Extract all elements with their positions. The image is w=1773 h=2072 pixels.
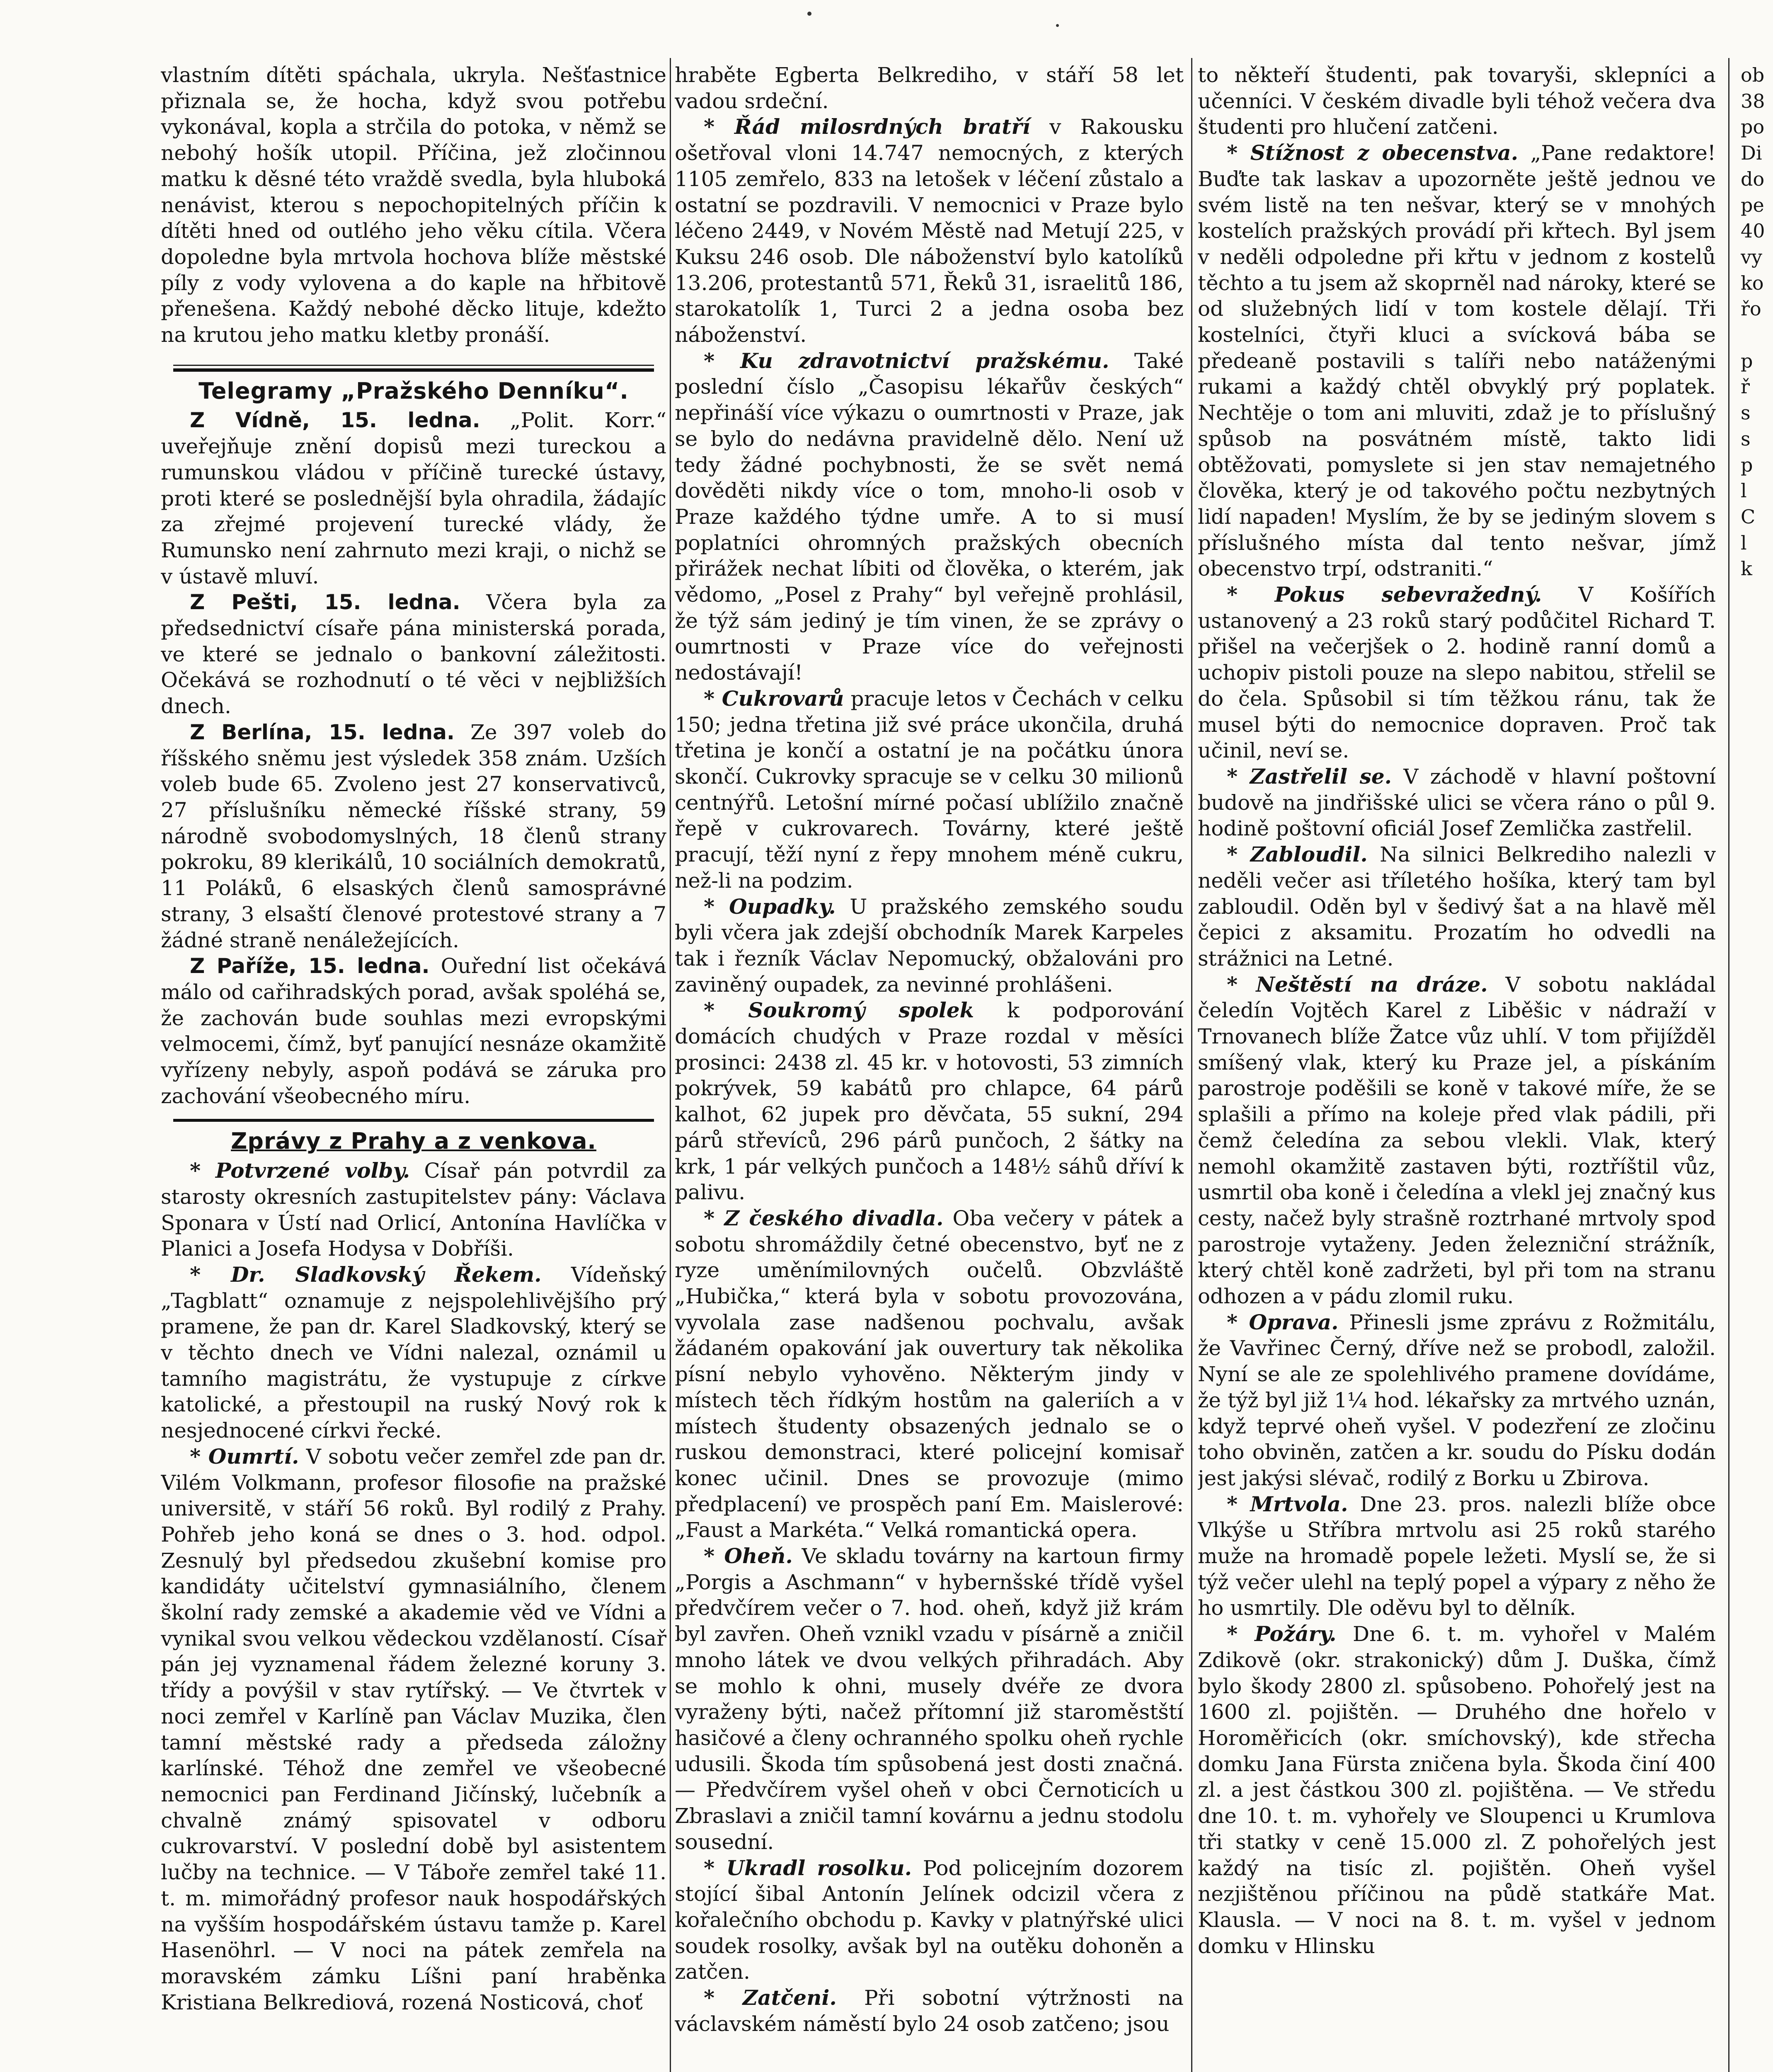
- news-text: Oba večery v pátek a sobotu shromáždily četné obecenstvo, byť ne z ryze uměnímilovných oučelů. Obzvláště „Hubička,“ která byla v sobotu provozována, vyvolala zase nadšenou pochvalu, avšak žádaném opakování jak ouvertury tak několika písní nebylo vyhověno. Některým jindy v místech těch řídkým hostům na galeriích a v místech študenty obsazených jednalo se o ruskou demonstraci, které policejní komisař konec učinil. Dnes se provozuje (mimo předplacení) ve prospěch paní Em. Maislerové: „Faust a Markéta.“ Velká romantická opera.: [675, 1206, 1184, 1542]
- news-item: [1198, 972, 1716, 1310]
- news-item: [675, 1855, 1184, 1985]
- news-title: * Soukromý spolek: [704, 998, 974, 1023]
- column-divider: [670, 58, 671, 2072]
- news-text: „Pane redaktore! Buďte tak laskav a upozorněte ještě jednou ve svém listě na ten nešvar, který se v mnohých kostelích pražských provádí při křtech. Byl jsem v neděli odpoledne při křtu v jednom z kostelů těchto a tu jsem až skoprněl nad nároky, které se od služebných lidí v tom kostele dělají. Tři kostelníci, čtyři kluci a svícková bába se předeaně postavili s talíři nebo natáženými rukami a každý chtěl obvyklý prý poplatek. Nechtěje o tom ani mluviti, zdaž je to příslušný spůsob na posvátném místě, takto lidi obtěžovati, pomyslete si jen stav nemajetného člověka, který je od takového počtu nezbytných lidí napaden! Myslím, že by se jediným slovem s příslušného místa dal tento nešvar, jímž obecenstvo trpí, odstraniti.“: [1198, 141, 1716, 581]
- cropped-line-fragment: ř: [1741, 375, 1750, 398]
- telegram-item: [161, 719, 666, 953]
- column-3: [1198, 62, 1716, 2072]
- news-text: U pražského zemského soudu byli včera jak zdejší obchodník Marek Karpeles tak i řezník Václav Nepomucký, obžalováni pro zaviněný oupadek, za nevinné prohlášeni.: [675, 894, 1184, 997]
- cropped-line-fragment: po: [1741, 116, 1765, 138]
- cropped-line-fragment: k: [1741, 557, 1752, 580]
- news-text: Na silnici Belkrediho nalezli v neděli večer asi tříletého hošíka, který tam byl zabloudil. Oděn byl v šedivý šat a na hlavě měl čepici z aksamitu. Prozatím ho odvedli na strážnici na Letné.: [1198, 842, 1716, 971]
- news-item: [1198, 582, 1716, 764]
- news-text: Dne 6. t. m. vyhořel v Malém Zdikově (okr. strakonický) dům J. Duška, čímž bylo škody 2800 zl. spůsobeno. Pohořelý jest na 1600 zl. pojištěn. — Druhého dne hořelo v Horoměřicích (okr. smíchovský), kde střecha domku Jana Fürsta zničena byla. Škoda činí 400 zl. a jest částkou 300 zl. pojištěna. — Ve středu dne 10. t. m. vyhořely ve Sloupenci u Krumlova tři statky v ceně 15.000 zl. Z pohořelých jest každý na tisíc zl. pojištěn. Oheň vyšel nezjištěnou příčinou na půdě statkáře Mat. Klausla. — V noci na 8. t. m. vyšel v jednom domku v Hlinsku: [1198, 1622, 1716, 1958]
- news-title: * Zastřelil se.: [1227, 764, 1392, 789]
- telegram-text: „Polit. Korr.“ uveřejňuje znění dopisů mezi tureckou a rumunskou vládou v příčině turecké ústavy, proti které se poslednější byla ohradila, žádajíc za zřejmé projevení turecké vlády, že Rumunsko není zahrnuto mezi kraji, o nichž se v ústavě mluví.: [161, 408, 666, 588]
- news-item: [1198, 764, 1716, 842]
- cropped-line-fragment: l: [1741, 479, 1747, 502]
- news-title: * Požáry.: [1227, 1622, 1337, 1646]
- news-title: * Ku zdravotnictví pražskému.: [704, 348, 1109, 373]
- article-continuation: to někteří študenti, pak tovaryši, sklepníci a učenníci. V českém divadle byli téhož večera dva študenti pro hlučení zatčeni.: [1198, 63, 1716, 139]
- cropped-line-fragment: vy: [1741, 245, 1762, 268]
- cropped-line-fragment: C: [1741, 505, 1756, 528]
- column-1: [161, 62, 666, 2072]
- news-text: Při sobotní výtržnosti na václavském náměstí bylo 24 osob zatčeno; jsou: [675, 1986, 1184, 2036]
- news-title: * Potvrzené volby.: [190, 1158, 410, 1183]
- telegram-place: Z Pešti, 15. ledna.: [190, 590, 460, 615]
- news-text: pracuje letos v Čechách v celku 150; jedna třetina již své práce ukončila, druhá třetina je končí a ostatní je na počátku února skončí. Cukrovky spracuje se v celku 30 milionů centnýřů. Letošní mírné počasí ublížilo značně řepě v cukrovarech. Továrny, které ještě pracují, těží nyní z řepy mnohem méně cukru, než-li na podzim.: [675, 686, 1184, 893]
- news-heading: Zprávy z Prahy a z venkova.: [231, 1128, 596, 1155]
- print-speck: [1056, 24, 1059, 27]
- news-text: V Košířích ustanovený a 23 roků starý podůčitel Richard T. přišel na večerjšek o 2. hodině ranní domů a uchopiv pistoli pouze na slepo nabitou, střelil se do čela. Spůsobil si tím těžkou ránu, tak že musel býti do nemocnice dopraven. Proč tak učinil, neví se.: [1198, 583, 1716, 763]
- cropped-line-fragment: s: [1741, 402, 1751, 424]
- news-title: * Zabloudil.: [1227, 842, 1368, 867]
- telegram-item: [161, 589, 666, 719]
- column-2: [675, 62, 1184, 2072]
- section-rule: [173, 1119, 654, 1122]
- news-item: [161, 1262, 666, 1444]
- news-item: [1198, 1621, 1716, 1959]
- news-item: [161, 1444, 666, 2015]
- news-title: * Neštěstí na dráze.: [1227, 972, 1488, 997]
- cropped-line-fragment: do: [1741, 167, 1765, 190]
- cropped-line-fragment: Di: [1741, 142, 1762, 165]
- news-text: Císař pán potvrdil za starosty okresních zastupitelstev pány: Václava Sponara v Ústí nad Orlicí, Antonína Havlíčka v Planici a Josefa Hodysa v Dobříši.: [161, 1159, 666, 1261]
- news-item: [675, 686, 1184, 894]
- news-item: [1198, 1491, 1716, 1622]
- news-title: * Z českého divadla.: [704, 1205, 944, 1230]
- telegram-item: [161, 407, 666, 589]
- cropped-line-fragment: 38: [1741, 90, 1765, 112]
- column-divider: [1728, 58, 1729, 2072]
- news-title: * Dr. Sladkovský Řekem.: [190, 1262, 542, 1287]
- news-item: [1198, 1310, 1716, 1491]
- news-text: V sobotu večer zemřel zde pan dr. Vilém Volkmann, profesor filosofie na pražské universitě, v stáří 56 roků. Byl rodilý z Prahy. Pohřeb jeho koná se dnes o 3. hod. odpol. Zesnulý byl předsedou zkušební komise pro kandidáty učitelství gymnasiálního, členem školní rady zemské a akademie věd ve Vídni a vynikal svou velkou vědeckou vzdělaností. Císař pán jej vyznamenal řádem železné koruny 3. třídy a povýšil v stav rytířský. — Ve čtvrtek v noci zemřel v Karlíně pan Václav Muzika, člen tamní městské rady a předseda záložny karlínské. Téhož dne zemřel ve všeobecné nemocnici pan Ferdinand Jičínský, lučebník a chvalně známý spisovatel v odboru cukrovarství. V poslední době byl asistentem lučby na technice. — V Táboře zemřel také 11. t. m. mimořádný profesor nauk hospodářských na vyšším hospodářském ústavu tamže p. Karel Hasenöhrl. — V noci na pátek zemřela na moravském zámku Líšni paní hraběnka Kristiana Belkrediová, rozená Nosticová, choť: [161, 1444, 666, 2014]
- cropped-line-fragment: p: [1741, 349, 1753, 372]
- cropped-line-fragment: s: [1741, 427, 1751, 450]
- news-title: * Cukrovarů: [704, 686, 844, 711]
- cropped-line-fragment: [1741, 322, 1773, 348]
- news-text: Přinesli jsme zprávu z Rožmitálu, že Vavřinec Černý, dříve než se probodl, založil. Nyní se ale ze spolehlivého pramene dovídáme, že týž byl již 1¼ hod. lékařsky za mrtvého uznán, když teprvé oheň vyšel. V podezření ze zločinu toho obviněn, zatčen a kr. soudu do Písku dodán jest jakýsi slévač, rodilý z Borku u Zbirova.: [1198, 1310, 1716, 1490]
- news-text: Dne 23. pros. nalezli blíže obce Vlkýše u Stříbra mrtvolu asi 25 roků starého muže na hromadě popele ležeti. Myslí se, že si týž večer ulehl na teplý popel a výpary z něho že ho usmrtily. Dle oděvu byl to dělník.: [1198, 1492, 1716, 1620]
- news-item: [675, 1985, 1184, 2037]
- news-item: [161, 1158, 666, 1262]
- telegram-heading: Telegramy „Pražského Denníku“.: [199, 378, 629, 404]
- news-item: [675, 114, 1184, 348]
- print-speck: [807, 12, 811, 16]
- news-item: [1198, 842, 1716, 972]
- telegram-text: Včera byla za předsednictví císaře pána ministerská porada, ve které se jednalo o bankovní záležitosti. Očekává se rozhodnutí o té věci v nejbližších dnech.: [161, 590, 666, 719]
- news-item: [675, 1543, 1184, 1855]
- telegram-place: Z Berlína, 15. ledna.: [190, 720, 455, 744]
- news-title: * Oheň.: [704, 1544, 793, 1569]
- news-title: * Řád milosrdných bratří: [704, 114, 1030, 139]
- news-text: V záchodě v hlavní poštovní budově na jindřišské ulici se včera ráno o půl 9. hodině poštovní oficiál Josef Zemlička zastřelil.: [1198, 764, 1716, 841]
- news-title: * Pokus sebevražedný.: [1227, 582, 1542, 607]
- cropped-line-fragment: l: [1741, 531, 1747, 554]
- news-title: * Oprava.: [1227, 1310, 1339, 1334]
- cropped-line-fragment: pe: [1741, 194, 1764, 216]
- news-item: [1198, 140, 1716, 582]
- telegram-text: Ouřední list očekává málo od cařihradských porad, avšak spoléhá se, že zachován bude souhlas mezi evropskými velmocemi, čímž, byť panující nesnáze okamžitě vyřízeny nebyly, aspoň podává se záruka pro zachování všeobecného míru.: [161, 954, 666, 1108]
- section-rule: [173, 365, 654, 372]
- news-text: Ve skladu továrny na kartoun firmy „Porgis a Aschmann“ v hybernšské třídě vyšel předvčírem večer o 7. hod. oheň, když již krám byl zavřen. Oheň vznikl vzadu v písárně a zničil mnoho látek ve dvou velkých přihradách. Aby se mohlo k ohni, musely dvéře ze dvora vyraženy býti, načež přítomní již staroměstští hasičové a členy ochranného spolku oheň rychle udusili. Škoda tím spůsobená jest dosti značná. — Předvčírem vyšel oheň v obci Černoticích u Zbraslavi a zničil tamní kovárnu a jednu stodolu sousední.: [675, 1544, 1184, 1854]
- column-4-cropped: [1741, 62, 1773, 2072]
- news-text: Pod policejním dozorem stojící šibal Antonín Jelínek odcizil včera z kořalečního obchodu p. Kavky v platnýřské ulici soudek rosolky, avšak byl na outěku dohoněn a zatčen.: [675, 1856, 1184, 1984]
- news-text: Také poslední číslo „Časopisu lékařův českých“ nepřináší více výkazu o oumrtnosti v Praze, jak se bylo do nedávna pravidelně dělo. Není už tedy žádné pochybnosti, že se svět nemá dověděti nikdy více o tom, mnoho-li osob v Praze každého týdne umře. A to si musí poplatníci ohromných pražských obecních přirážek nechat líbiti od člověka, o kterém, jak vědomo, „Posel z Prahy“ byl veřejně prohlásil, že týž sám jediný je tím vinen, že se zprávy o oumrtnosti v Praze více do veřejnosti nedostávají!: [675, 349, 1184, 685]
- news-text: v Rakousku ošetřoval vloni 14.747 nemocných, z kterých 1105 zemřelo, 833 na letošek v léčení zůstalo a ostatní se pozdravili. V nemocnici v Praze bylo léčeno 2449, v Novém Městě nad Metují 225, v Kuksu 246 osob. Dle náboženství bylo katolíků 13.206, protestantů 571, Řeků 31, israelitů 186, starokatolík 1, Turci 2 a jedna osoba bez náboženství.: [675, 115, 1184, 347]
- news-item: [675, 894, 1184, 998]
- telegram-place: Z Paříže, 15. ledna.: [190, 954, 430, 978]
- cropped-line-fragment: 40: [1741, 220, 1765, 242]
- news-text: Vídeňský „Tagblatt“ oznamuje z nejspolehlivějšího prý pramene, že pan dr. Karel Sladkovský, který se v těchto dnech ve Vídni nalezal, oznámil u tamního magistrátu, že vystupuje z církve katolické, a přestoupil na ruský Nový rok k nesjednocené církvi řecké.: [161, 1262, 666, 1443]
- news-title: * Mrtvola.: [1227, 1491, 1348, 1516]
- news-text: k podporování domácích chudých v Praze rozdal v měsíci prosinci: 2438 zl. 45 kr. v hotovosti, 53 zimních pokrývek, 59 kabátů pro chlapce, 64 párů kalhot, 62 jupek pro děvčata, 55 sukní, 294 párů střevíců, 296 párů punčoch, 2 šátky na krk, 1 pár velkých punčoch a 148½ sáhů dříví k palivu.: [675, 998, 1184, 1205]
- telegram-place: Z Vídně, 15. ledna.: [190, 408, 480, 433]
- telegram-text: Ze 397 voleb do říšského sněmu jest výsledek 358 znám. Uzších voleb bude 65. Zvoleno jest 27 konservativců, 27 příslušníku německé říšské strany, 59 národně svobodomyslných, 18 členů strany pokroku, 89 klerikálů, 10 sociálních demokratů, 11 Poláků, 6 elsaských členů samosprávné strany, 3 elsaští členové protestové strany a 7 žádné straně nenáležejících.: [161, 720, 666, 952]
- cropped-line-fragment: řo: [1741, 298, 1761, 320]
- news-title: * Oumrtí.: [190, 1444, 299, 1469]
- news-title: * Stížnost z obecenstva.: [1227, 140, 1519, 165]
- news-title: * Zatčeni.: [704, 1985, 837, 2010]
- news-item: [675, 997, 1184, 1205]
- cropped-line-fragment: p: [1741, 453, 1753, 476]
- news-item: [675, 1205, 1184, 1543]
- column-divider: [1191, 58, 1192, 2072]
- cropped-line-fragment: ob: [1741, 64, 1765, 86]
- news-text: V sobotu nakládal čeledín Vojtěch Karel z Liběšic v nádraží v Trnovanech blíže Žatce vůz uhlí. V tom přijížděl smíšený vlak, který ku Praze jel, a pískáním parostroje poděšili se koně v takové míře, že se splašili a přímo na koleje před vlak pádili, při čemž čeledína za sebou vlekli. Vlak, který nemohl okamžitě zastaven býti, roztříštil vůz, usmrtil oba koně i čeledína a vlekl jej značný kus cesty, načež byly strašně roztrhané mrtvoly spod parostroje vytaženy. Jeden železniční strážník, který chtěl koně zadržeti, byl při tom na stranu odhozen a v pádu zlomil ruku.: [1198, 972, 1716, 1309]
- article-continuation: vlastním dítěti spáchala, ukryla. Nešťastnice přiznala se, že hocha, když svou potřebu vykonával, kopla a strčila do potoka, v němž se nebohý hošík utopil. Příčina, jež zločinnou matku k děsné této vraždě svedla, byla hluboká nenávist, kterou s nepochopitelných příčin k dítěti hned od outlého jeho věku cítila. Včera dopoledne byla mrtvola hochova blíže městské píly z vody vylovena a do kaple na hřbitově přenešena. Každý nebohé děcko lituje, kdežto na krutou jeho matku kletby pronáší.: [161, 63, 666, 347]
- telegram-item: [161, 953, 666, 1109]
- news-title: * Ukradl rosolku.: [704, 1855, 912, 1880]
- news-item: [675, 348, 1184, 686]
- cropped-line-fragment: ko: [1741, 271, 1764, 294]
- news-title: * Oupadky.: [704, 894, 836, 919]
- article-continuation: hraběte Egberta Belkrediho, v stáří 58 let vadou srdeční.: [675, 63, 1184, 113]
